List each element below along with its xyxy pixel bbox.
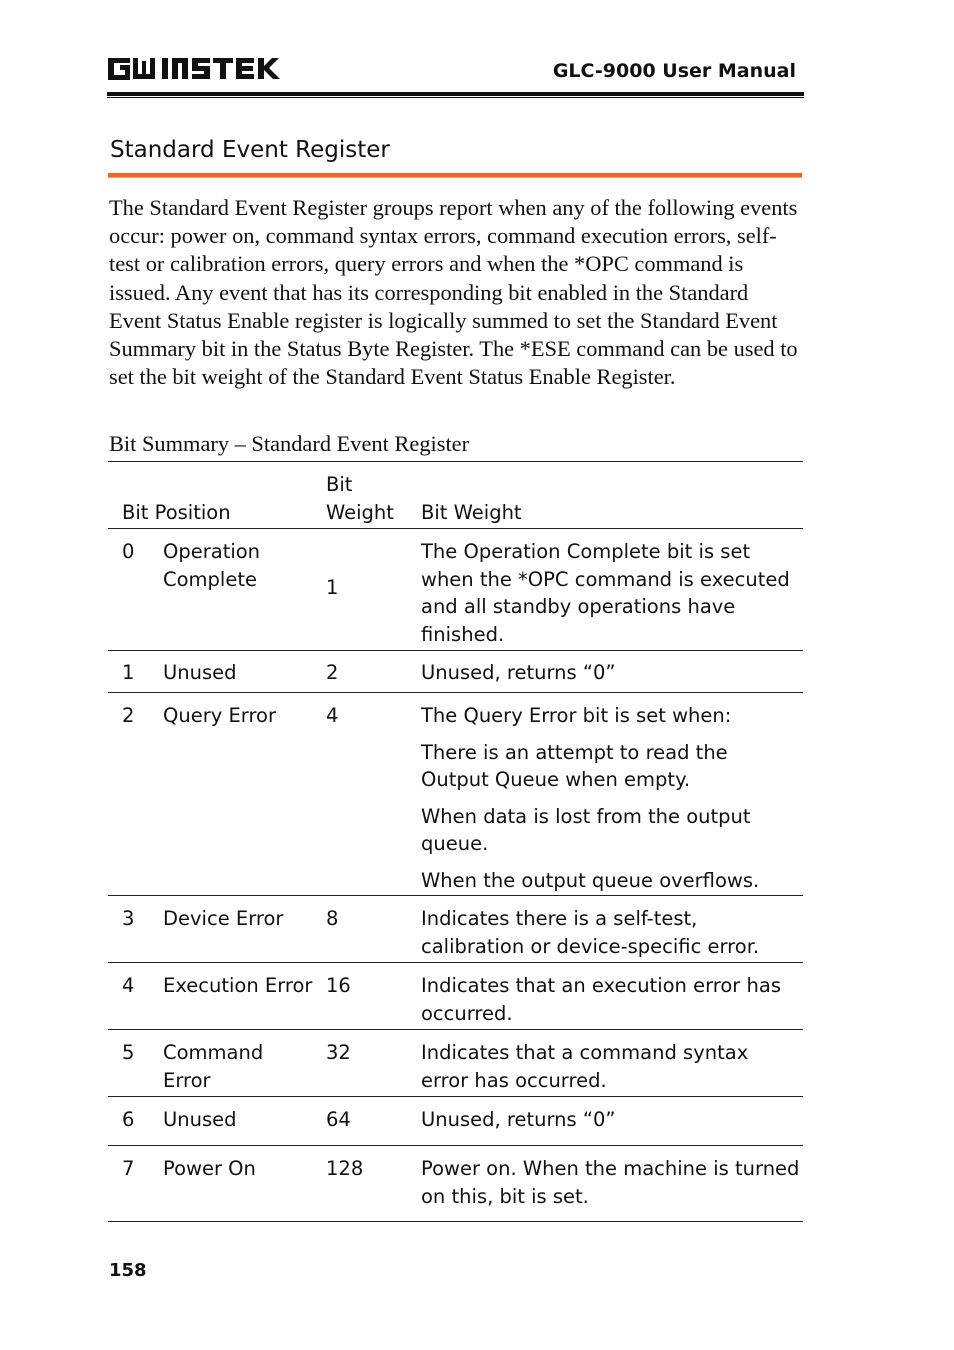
table-header: [108, 462, 803, 529]
bit-description: [421, 659, 801, 696]
bit-description: [421, 1039, 801, 1103]
description-line: When data is lost from the output queue.: [421, 804, 751, 855]
description-line: The Operation Complete bit is set when the *OPC command is executed and all standby operations have finished.: [421, 540, 790, 646]
gw-instek-logo: [108, 54, 280, 84]
table-row: [108, 1030, 803, 1097]
bit-number: 3: [122, 907, 135, 930]
table-row: [108, 1146, 803, 1222]
bit-name: Query Error: [163, 704, 276, 727]
description-line: When the output queue overflows.: [421, 868, 760, 892]
bit-description: [421, 1155, 801, 1219]
bit-description: [421, 1106, 801, 1143]
section-accent-rule-shadow: [108, 177, 802, 178]
bit-name: Unused: [163, 661, 237, 684]
bit-number: 7: [122, 1157, 135, 1180]
description-line: Power on. When the machine is turned on this, bit is set.: [421, 1157, 800, 1208]
description-line: Indicates that a command syntax error has occurred.: [421, 1041, 749, 1092]
section-title: Standard Event Register: [110, 137, 390, 163]
bit-number: 1: [122, 661, 135, 684]
table-caption: Bit Summary – Standard Event Register: [109, 431, 470, 456]
description-line: Indicates that an execution error has occurred.: [421, 974, 781, 1025]
bit-description: [421, 972, 801, 1036]
bit-weight-value: 16: [326, 974, 351, 997]
bit-number: 4: [122, 974, 135, 997]
table-row: [108, 693, 803, 896]
header-divider-thin: [107, 97, 804, 98]
bit-description: [421, 702, 801, 903]
table-row: [108, 1097, 803, 1146]
bit-weight-value: 32: [326, 1041, 351, 1064]
bit-weight-value: 2: [326, 661, 339, 684]
header-bit-weight: Bit Weight: [326, 473, 394, 524]
bit-number: 2: [122, 704, 135, 727]
bit-name: Power On: [163, 1157, 256, 1180]
bit-weight-value: 128: [326, 1157, 364, 1180]
table-row: [108, 896, 803, 963]
bit-description: [421, 905, 801, 969]
description-line: There is an attempt to read the Output Queue when empty.: [421, 740, 728, 791]
bit-number: 0: [122, 540, 135, 563]
bit-number: 6: [122, 1108, 135, 1131]
description-line: Unused, returns “0”: [421, 661, 616, 684]
page-number: 158: [109, 1260, 147, 1281]
description-line: Indicates there is a self-test, calibration or device-specific error.: [421, 907, 760, 958]
intro-paragraph: The Standard Event Register groups report when any of the following events occur: power on, command syntax errors, command execution errors, self-test or calibration errors, query errors and when the *OPC command is issued. Any event that has its corresponding bit enabled in the Standard Event Status Enable register is logically summed to set the Standard Event Summary bit in the Status Byte Register. The *ESE command can be used to set the bit weight of the Standard Event Status Enable Register.: [109, 195, 798, 390]
bit-name: Execution Error: [163, 974, 313, 997]
header-description: Bit Weight: [421, 501, 522, 524]
table-row: [108, 651, 803, 693]
bit-weight-value: 64: [326, 1108, 351, 1131]
bit-weight-value: 4: [326, 704, 339, 727]
header-divider: [107, 92, 804, 96]
bit-weight-value: 8: [326, 907, 339, 930]
manual-title: GLC-9000 User Manual: [552, 60, 796, 82]
bit-name: Command Error: [163, 1041, 264, 1092]
bit-number: 5: [122, 1041, 135, 1064]
header-bit-position: Bit Position: [122, 501, 231, 524]
description-line: The Query Error bit is set when:: [421, 704, 732, 727]
bit-name: Operation Complete: [163, 540, 261, 591]
table-row: [108, 963, 803, 1030]
bit-name: Device Error: [163, 907, 284, 930]
description-line: Unused, returns “0”: [421, 1108, 616, 1131]
bit-weight-value: 1: [326, 576, 339, 599]
table-row: [108, 529, 803, 651]
bit-description: [421, 538, 801, 657]
bit-name: Unused: [163, 1108, 237, 1131]
bit-summary-table: [108, 461, 803, 1222]
